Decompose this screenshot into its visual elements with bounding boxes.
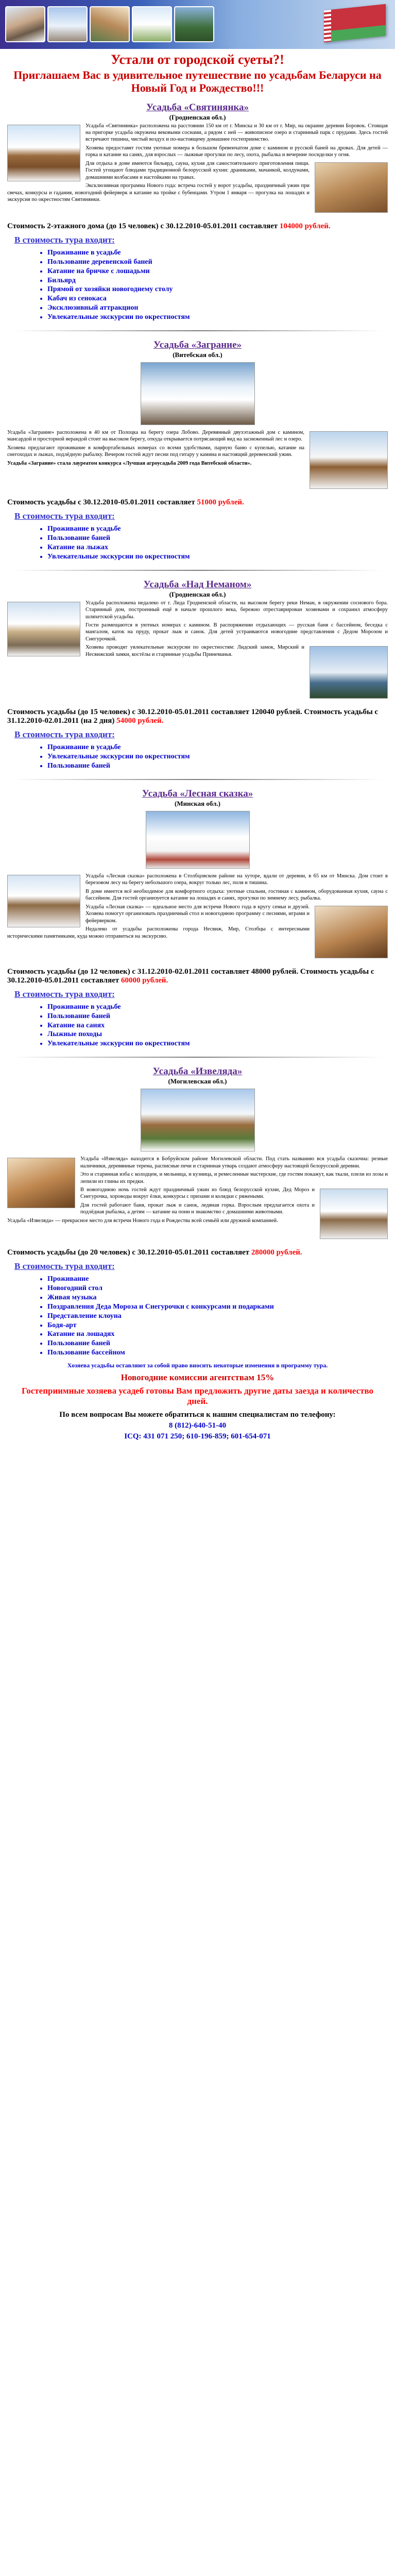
manor-description: Хозяева проводят увлекательные экскурсии по окрестностям: Лидский замок, Мирский и Несвижский замки, костёлы и старинные усадьбы Принеманья.	[85, 645, 304, 657]
included-item: • Бодя-арт	[47, 1321, 395, 1330]
price-value: 51000 рублей.	[197, 498, 244, 507]
manor-photo-yard	[320, 1189, 388, 1239]
manor-photo-skiers	[146, 811, 250, 869]
manor-photo-interior	[7, 1158, 75, 1208]
price-label: Стоимость	[7, 222, 45, 230]
manor-title[interactable]: Усадьба «Святинянка»	[146, 101, 249, 113]
included-item: • Проживание в усадьбе	[47, 1003, 395, 1012]
price-detail: усадьбы с 30.12.2010-05.01.2011 составляет	[47, 498, 195, 507]
manor-description: Усадьба «Заграние» расположена в 40 км от Полоцка на берегу озера Лобово. Деревянный двухэтажный дом с камином, мансардой и просторной верандой стоит на высоком берегу, откуда открывается потрясающий вид на заснеженный лес и озеро.	[7, 430, 304, 443]
included-item: • Проживание в усадьбе	[47, 524, 395, 534]
footer-offer: Гостеприимные хозяева усадеб готовы Вам предложить другие даты заезда и количество дней.	[21, 1386, 374, 1406]
manor-description: В доме имеется всё необходимое для комфортного отдыха: уютные спальни, гостиная с камином, оборудованная кухня, сауна с бассейном. Для гостей организуется катание на лошадях и санях, прогулки по зимнему лесу, рыбалка.	[85, 888, 388, 902]
manor-svyatinyanka	[0, 102, 395, 322]
banner-photo-palace	[90, 6, 130, 42]
included-list	[0, 743, 395, 771]
footer-icq[interactable]: ICQ: 431 071 250; 610-196-859; 601-654-071	[124, 1432, 271, 1441]
manor-photo-river	[310, 646, 388, 699]
included-list	[0, 1003, 395, 1049]
footer-phone[interactable]: 8 (812)-640-51-40	[168, 1421, 227, 1430]
manor-description: Хозяева предоставят гостям уютные номера в большом бревенчатом доме с камином и русской баней на дровах. Для детей — горка и катание на санях, для взрослых — лыжные прогулки по лесу, охота, рыбалка и вечерние посиделки у огня.	[85, 145, 388, 158]
manor-photo-estate	[141, 1089, 255, 1151]
section-divider	[12, 779, 383, 780]
included-item: • Катание на лыжах	[47, 543, 395, 552]
price-value: 104000 рублей.	[279, 222, 331, 230]
included-item: • Катание на бричке с лошадьми	[47, 267, 395, 276]
manor-description: Хозяева предлагают проживание в комфортабельных номерах со всеми удобствами, парную баню с купелью, катание на снегоходах и лыжах, подлёдную рыбалку. Вечером гостей ждут песни под гитару у камина и настоящий деревенский ужин.	[7, 445, 304, 458]
manor-izvelyada	[0, 1066, 395, 1358]
included-item: • Катание на лошадях	[47, 1330, 395, 1339]
manor-description: Эксклюзивная программа Нового года: встреча гостей у ворот усадьбы, праздничный ужин при свечах, конкурсы и гадания, новогодний фейерверк и катание на тройке с бубенцами. Утром 1 января — прогулка на лошадях и экскурсия по окрестностям Святинянки.	[7, 183, 310, 202]
included-item: • Пользование баней	[47, 761, 395, 771]
manor-description: Недалеко от усадьбы расположены города Несвиж, Мир, Столбцы с интересными историческими памятниками, куда можно отправиться на экскурсию.	[7, 926, 310, 939]
manor-photo-house	[7, 602, 80, 656]
included-item: • Проживание в усадьбе	[47, 743, 395, 752]
banner-photo-church	[47, 6, 88, 42]
price-label: Стоимость	[7, 498, 45, 507]
manor-description: Усадьба «Лесная сказка» — идеальное место для встречи Нового года в кругу семьи и друзей. Хозяева помогут организовать праздничный стол и новогоднюю программу с песнями, играми и фейерверком.	[85, 904, 310, 924]
manor-region: (Могилевская обл.)	[168, 1077, 227, 1086]
section-divider	[12, 570, 383, 571]
included-title: В стоимость тура входит:	[14, 511, 115, 521]
price-line	[7, 498, 388, 507]
manor-title[interactable]: Усадьба «Лесная сказка»	[142, 788, 253, 799]
included-item: • Лыжные походы	[47, 1030, 395, 1039]
price-detail: (до 15 человек) с 30.12.2010-05.01.2011 составляет 120040 рублей. Стоимость усадьбы с 31.12.2010-02.01.2011 (на 2 дня)	[7, 708, 379, 725]
banner-photo-castle	[5, 6, 45, 42]
manor-photo-house	[310, 431, 388, 489]
manor-award: Усадьба «Заграние» стала лауреатом конкурса «Лучшая агроусадьба 2009 года Витебской области».	[7, 460, 252, 466]
included-item: • Новогодний стол	[47, 1284, 395, 1293]
included-item: • Увлекательные экскурсии по окрестностям	[47, 313, 395, 322]
manor-photo-house	[7, 125, 80, 181]
price-label: Стоимость усадьбы	[7, 967, 76, 976]
included-list	[0, 248, 395, 322]
price-label: Стоимость усадьбы	[7, 1248, 76, 1257]
included-list	[0, 1275, 395, 1358]
included-item: • Прямой от хозяйки новогоднему столу	[47, 285, 395, 294]
price-detail: 2-этажного дома (до 15 человек) с 30.12.2010-05.01.2011 составляет	[47, 222, 278, 230]
banner-photo-stork	[132, 6, 172, 42]
manor-region: (Гродненская обл.)	[169, 590, 226, 598]
manor-description: Для гостей работают баня, прокат лыж и санок, ледяная горка. Взрослым предлагается охота и подлёдная рыбалка, а детям — катание на пони и знакомство с домашними животными.	[80, 1202, 315, 1215]
price-detail: (до 12 человек) с 31.12.2010-02.01.2011 составляет 48000 рублей. Стоимость усадьбы с 30.12.2010-05.01.2011 составляет	[7, 967, 374, 985]
price-value: 280000 рублей.	[251, 1248, 302, 1257]
manor-description: Усадьба «Лесная сказка» расположена в Столбцовском районе на хуторе, вдали от деревни, в 65 км от Минска. Дом стоит в березовом лесу на берегу небольшого озера, вокруг только лес, поля и тишина.	[85, 873, 388, 886]
manor-description: В новогоднюю ночь гостей ждут праздничный ужин из блюд белорусской кухни, Дед Мороз и Снегурочка, хороводы вокруг ёлки, конкурсы с призами и колядки с ряжеными.	[80, 1187, 315, 1200]
footer	[0, 1362, 395, 1441]
manor-description: Гости размещаются в уютных номерах с камином. В распоряжении отдыхающих — русская баня с бассейном, беседка с мангалом, каток на пруду, прокат лыж и санок. Для детей устраиваются новогодние представления с Дедом Морозом и Снегурочкой.	[85, 622, 388, 642]
included-item: • Пользование баней	[47, 1339, 395, 1348]
manor-region: (Витебская обл.)	[173, 351, 222, 359]
manor-description: Усадьба «Извеляда» — прекрасное место для встречи Нового года и Рождества всей семьёй или дружной компанией.	[7, 1217, 278, 1224]
included-item: • Увлекательные экскурсии по окрестностям	[47, 1039, 395, 1048]
manor-region: (Минская обл.)	[175, 800, 220, 807]
section-divider	[12, 1057, 383, 1058]
footer-question: По всем вопросам Вы можете обратиться к нашим специалистам по телефону:	[59, 1411, 336, 1419]
section-divider	[12, 330, 383, 331]
page-subheadline: Приглашаем Вас в удивительное путешествие по усадьбам Беларуси на Новый Год и Рождество!!!	[13, 69, 382, 95]
manor-description: Усадьба расположена недалеко от г. Лида Гродненской области, на высоком берегу реки Неман, в окружении соснового бора. Старинный дом, построенный ещё в начале прошлого века, бережно отреставрирован хозяевами и сохранил атмосферу шляхетской усадьбы.	[85, 600, 388, 620]
included-item: • Пользование баней	[47, 534, 395, 543]
belarus-flag-icon	[324, 4, 386, 43]
included-title: В стоимость тура входит:	[14, 1261, 115, 1272]
included-item: • Пользование баней	[47, 1012, 395, 1021]
included-title: В стоимость тура входит:	[14, 730, 115, 740]
manor-photo-house	[7, 875, 80, 927]
included-title: В стоимость тура входит:	[14, 989, 115, 999]
footer-promo: Новогодние комиссии агентствам 15%	[121, 1372, 274, 1383]
manor-photo-sauna	[315, 906, 388, 958]
header-banner	[0, 0, 395, 49]
manor-description: Для отдыха в доме имеются бильярд, сауна, кухня для самостоятельного приготовления пищи. Гостей угощают блюдами традиционной белорусской кухни: драниками, мачанкой, колдунами, домашними колбасами и настойками на травах.	[85, 160, 310, 180]
included-item: • Проживание в усадьбе	[47, 248, 395, 258]
manor-region: (Гродненская обл.)	[169, 113, 226, 121]
included-item: • Кабач из сенокаса	[47, 294, 395, 303]
footer-disclaimer: Хозяева усадьбы оставляют за собой право вносить некоторые изменения в программу тура.	[67, 1362, 328, 1369]
manor-description: Усадьба «Извеляда» находится в Бобруйском районе Могилевской области. Под стать названию вся усадьба сказочна: резные наличники, деревянные терема, расписные печи и старинная утварь создают атмосферу настоящей белорусской деревни.	[80, 1156, 388, 1169]
manor-description: Это и старинная изба с колодцем, и мельница, и кузница, и ремесленные мастерские, где гостям покажут, как ткали, плели из лозы и лепили из глины их предки.	[80, 1172, 388, 1184]
included-item: • Проживание	[47, 1275, 395, 1284]
included-item: • Поздравления Деда Мороза и Снегурочки с конкурсами и подарками	[47, 1302, 395, 1312]
price-label: Стоимость усадьбы	[7, 708, 76, 717]
manor-title[interactable]: Усадьба «Извеляда»	[152, 1066, 243, 1077]
price-detail: (до 20 человек) с 30.12.2010-05.01.2011 составляет	[78, 1248, 250, 1257]
banner-photo-forest	[174, 6, 214, 42]
included-item: • Катание на санях	[47, 1021, 395, 1030]
page-headline: Устали от городской суеты?!	[111, 52, 284, 67]
price-line	[7, 968, 388, 985]
manor-description: Усадьба «Святинянка» расположена на расстоянии 150 км от г. Минска и 30 км от г. Мир, на окраине деревни Боровок. Стоящая на пригорке усадьба окружена вековыми соснами, а рядом с ней — живописное озеро и старинный парк с прудами. Здесь гостей встречают тишина, чистый воздух и по-настоящему домашнее гостеприимство.	[85, 123, 388, 143]
price-line	[7, 222, 388, 231]
manor-photo-interior	[315, 162, 388, 213]
included-item: • Пользование деревенской баней	[47, 258, 395, 267]
included-item: • Пользование бассейном	[47, 1348, 395, 1358]
manor-nad-nemanom	[0, 579, 395, 771]
included-item: • Бильярд	[47, 276, 395, 285]
included-item: • Увлекательные экскурсии по окрестностям	[47, 752, 395, 761]
price-line	[7, 1248, 388, 1257]
included-title: В стоимость тура входит:	[14, 234, 115, 245]
manor-photo-winter	[141, 362, 255, 425]
manor-title[interactable]: Усадьба «Над Неманом»	[143, 579, 252, 590]
included-item: • Представление клоуна	[47, 1312, 395, 1321]
price-line	[7, 708, 388, 725]
manor-title[interactable]: Усадьба «Заграние»	[153, 340, 242, 351]
included-list	[0, 524, 395, 562]
included-item: • Живая музыка	[47, 1293, 395, 1302]
included-item: • Эксклюзивный аттракцион	[47, 303, 395, 313]
price-value: 60000 рублей.	[121, 976, 168, 985]
manor-lesnaya-skazka	[0, 788, 395, 1048]
manor-zagranie	[0, 340, 395, 562]
price-value: 54000 рублей.	[116, 717, 164, 725]
included-item: • Увлекательные экскурсии по окрестностям	[47, 552, 395, 562]
